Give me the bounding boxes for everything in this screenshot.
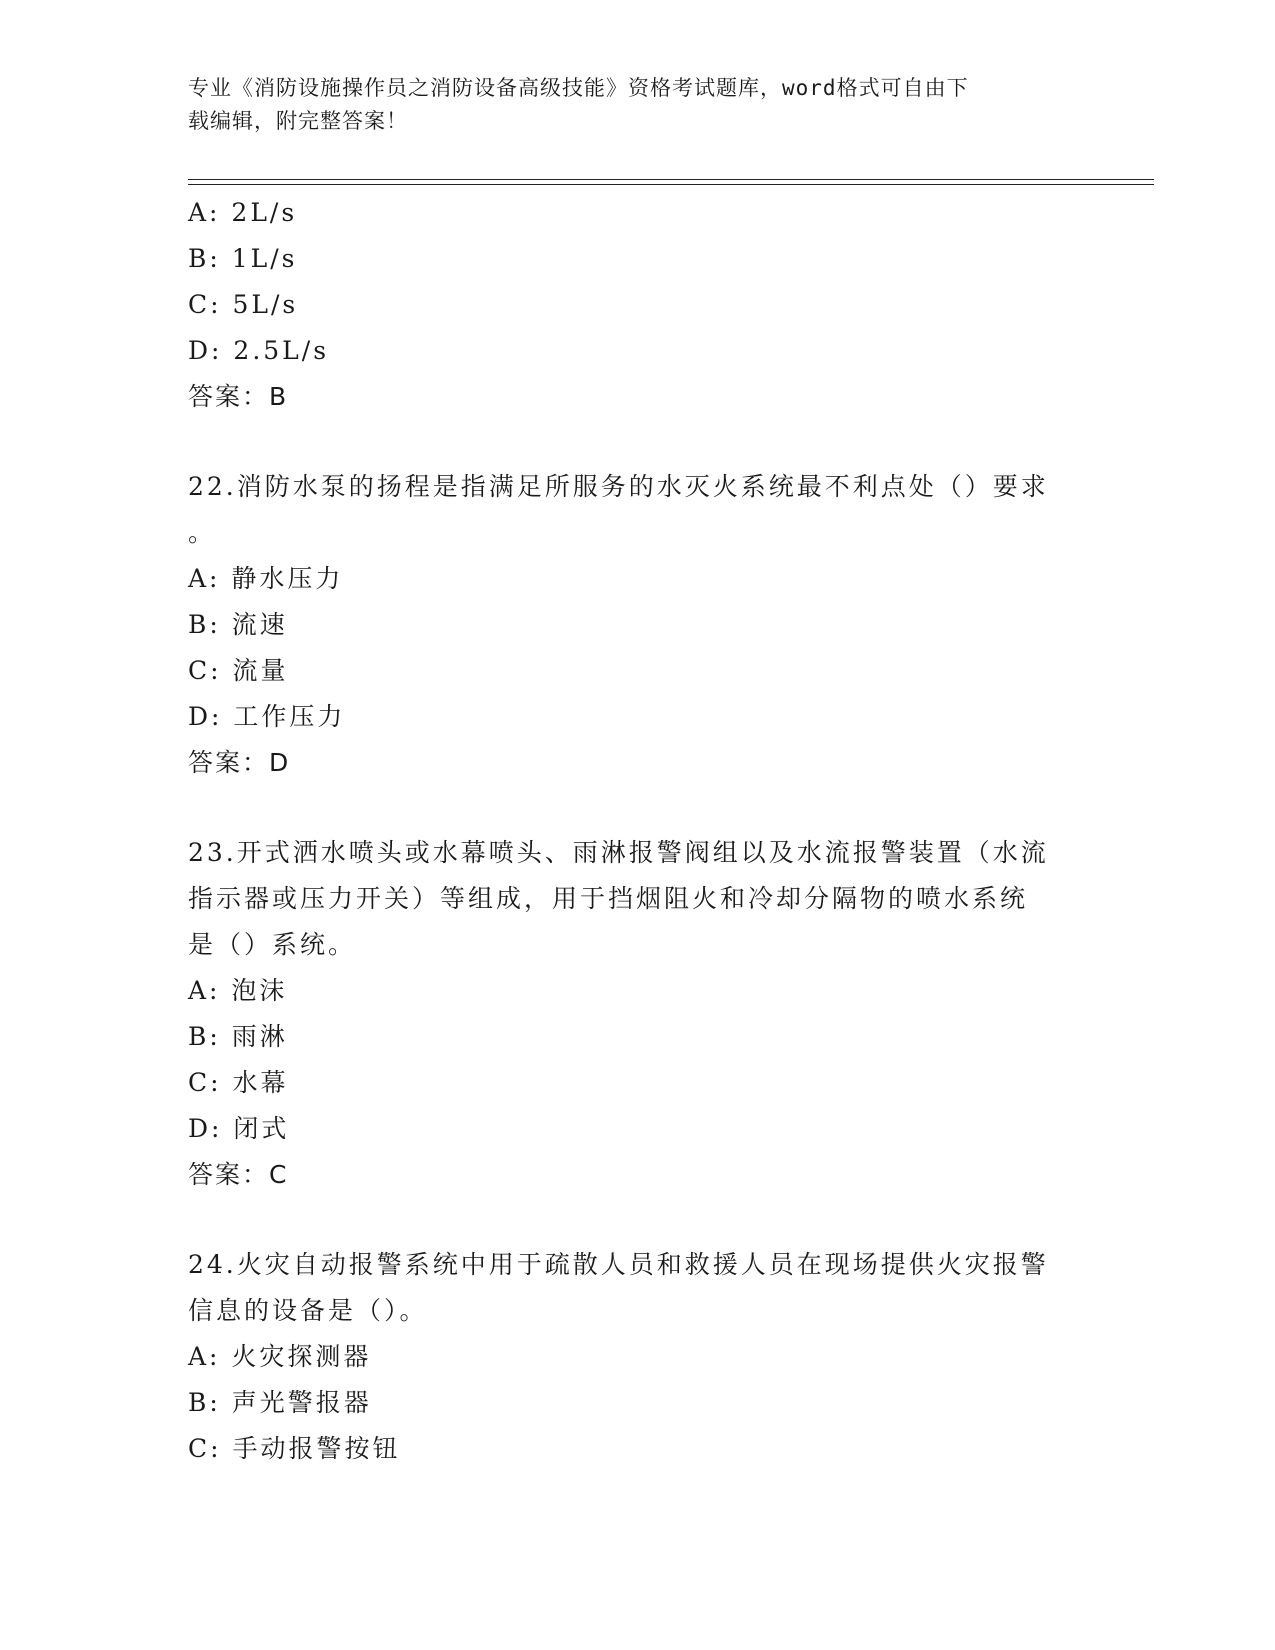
option-c: C: 流量	[188, 656, 289, 685]
question-text-line: 信息的设备是（）。	[188, 1296, 428, 1325]
question-23	[188, 830, 1088, 1198]
header-divider-bottom	[188, 184, 1154, 185]
header-divider-top	[188, 179, 1154, 180]
answer: 答案：D	[188, 748, 291, 777]
header-line-2: 载编辑，附完整答案！	[188, 109, 408, 133]
question-21	[188, 190, 1088, 420]
option-b: B: 流速	[188, 610, 288, 639]
spacer	[188, 420, 1088, 464]
option-d: D: 闭式	[188, 1114, 290, 1143]
question-text-line: 23.开式洒水喷头或水幕喷头、雨淋报警阀组以及水流报警装置（水流	[188, 838, 1049, 867]
question-24	[188, 1242, 1088, 1472]
question-text-line: 是（）系统。	[188, 930, 357, 959]
question-text-line: 。	[188, 518, 217, 547]
option-c: C: 手动报警按钮	[188, 1434, 401, 1463]
header-line-1: 专业《消防设施操作员之消防设备高级技能》资格考试题库，word格式可自由下	[188, 76, 969, 100]
question-22	[188, 464, 1088, 786]
option-c: C: 水幕	[188, 1068, 289, 1097]
spacer	[188, 786, 1088, 830]
option-a: A: 火灾探测器	[188, 1342, 372, 1371]
option-a: A: 静水压力	[188, 564, 344, 593]
option-d: D: 2.5L/s	[188, 336, 330, 365]
answer: 答案：C	[188, 1160, 289, 1189]
answer: 答案：B	[188, 382, 289, 411]
document-header	[188, 72, 1088, 138]
option-b: B: 雨淋	[188, 1022, 288, 1051]
question-text-line: 22.消防水泵的扬程是指满足所服务的水灭火系统最不利点处（）要求	[188, 472, 1049, 501]
option-d: D: 工作压力	[188, 702, 346, 731]
question-list	[188, 190, 1088, 1472]
option-c: C: 5L/s	[188, 290, 299, 319]
spacer	[188, 1198, 1088, 1242]
question-text-line: 指示器或压力开关）等组成，用于挡烟阻火和冷却分隔物的喷水系统	[188, 884, 1029, 913]
option-b: B: 声光警报器	[188, 1388, 372, 1417]
option-b: B: 1L/s	[188, 244, 298, 273]
option-a: A: 2L/s	[188, 198, 298, 227]
question-text-line: 24.火灾自动报警系统中用于疏散人员和救援人员在现场提供火灾报警	[188, 1250, 1049, 1279]
option-a: A: 泡沫	[188, 976, 288, 1005]
